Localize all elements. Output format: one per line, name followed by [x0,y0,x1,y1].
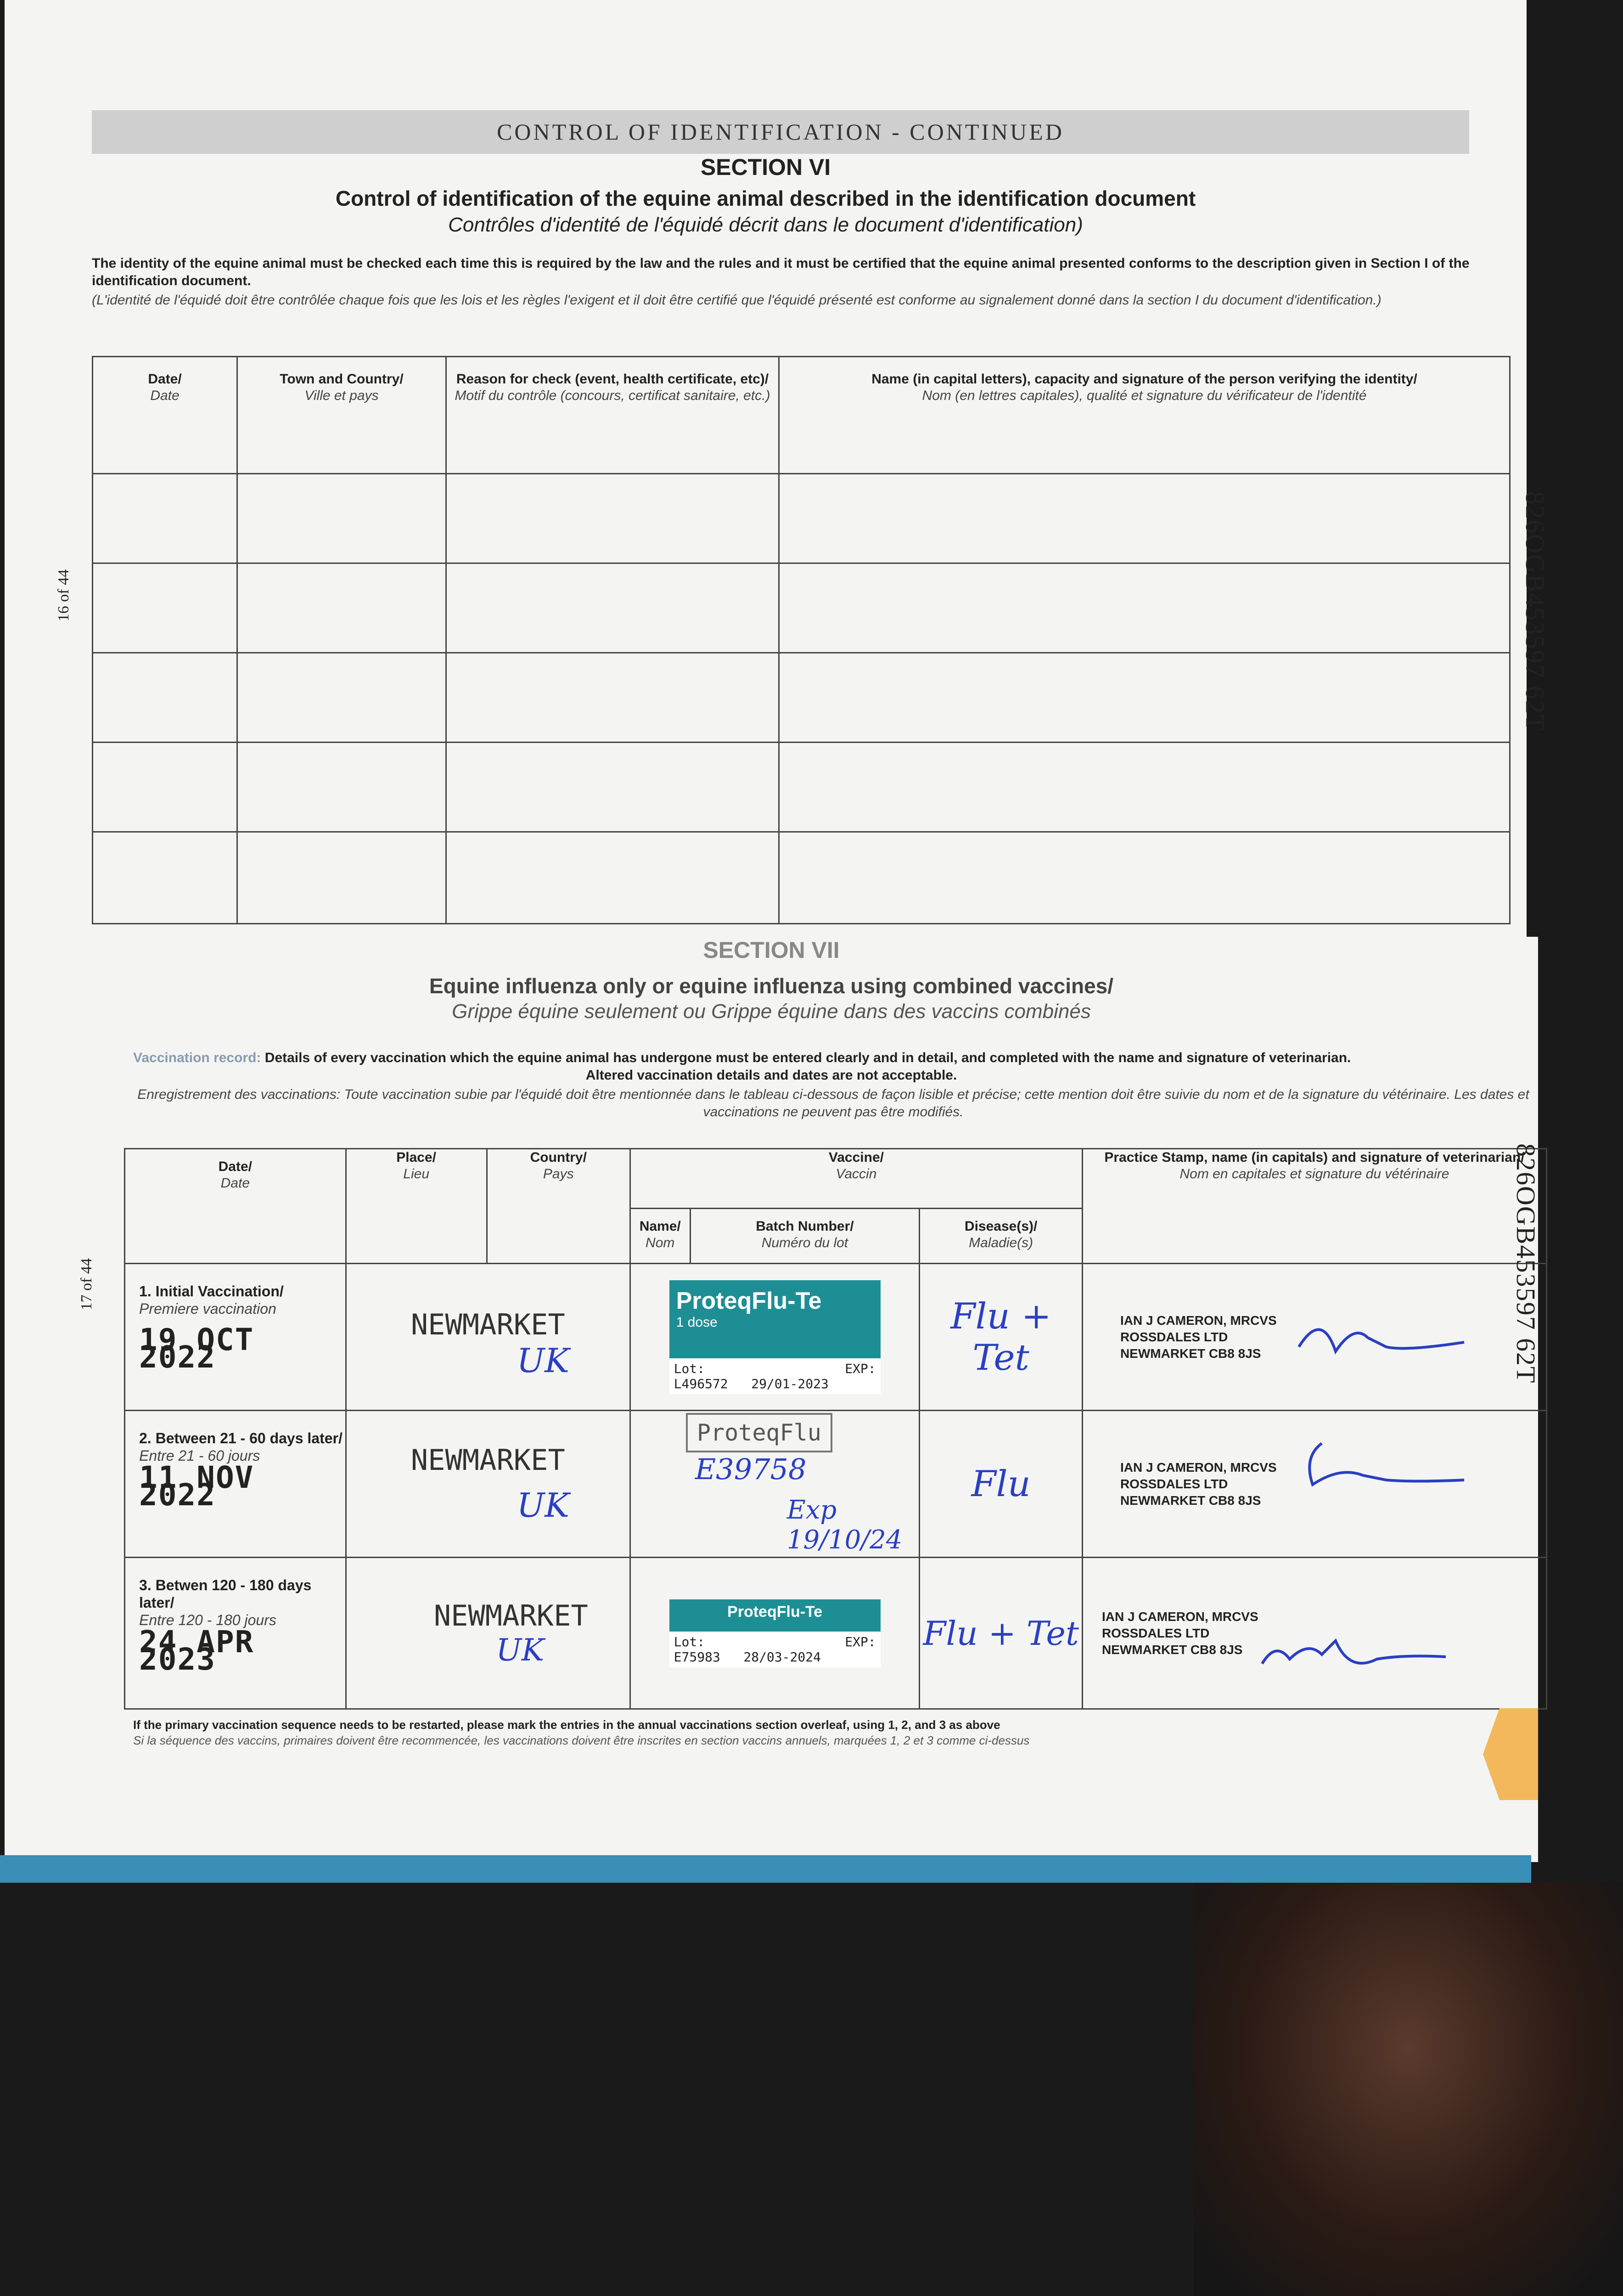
place-cell [346,1264,630,1411]
col-vaccine: Vaccine/ Vaccin [630,1149,1082,1209]
vet-signature [1294,1439,1469,1498]
vaccination-intro [133,1049,1538,1067]
section-vii-heading-fr: Grippe équine seulement ou Grippe équine dans des vaccins combinés [452,1000,1091,1023]
record-note: Altered vaccination details and dates are not acceptable. [585,1068,957,1083]
vaccination-row-1 [125,1264,1547,1411]
table-row [93,474,1510,563]
place-stamp: NEWMARKET [410,1443,565,1477]
country-handwritten: UK [496,1632,545,1668]
page-number-16: 16 of 44 [55,569,72,622]
passport-cover-edge [0,1855,1531,1883]
page-16 [5,0,1550,937]
practice-stamp: IAN J CAMERON, MRCVS ROSSDALES LTD NEWMARKET CB8 8JS [1120,1313,1277,1361]
vaccine-brand: ProteqFlu-Te [727,1603,823,1621]
lot-label: Lot: [674,1361,705,1376]
footnote-fr: Si la séquence des vaccins, primaires doivent être recommencée, les vaccinations doivent être inscrites en section vaccins annuels, marquées 1, 2 et 3 comme ci-dessus [133,1733,1030,1747]
section-vi-title: SECTION VI [700,154,831,180]
vet-signature [1294,1306,1469,1365]
practice-stamp: IAN J CAMERON, MRCVS ROSSDALES LTD NEWMARKET CB8 8JS [1101,1609,1258,1657]
batch-number: E75983 [674,1649,720,1665]
background-shadow [1194,1883,1623,2296]
vaccine-label-cell [630,1558,919,1709]
col-country: Country/ Pays [487,1149,630,1264]
vaccine-stamp: ProteqFlu [686,1413,832,1452]
vaccination-row-3 [125,1558,1547,1709]
vaccine-brand: ProteqFlu-Te [676,1287,822,1314]
country-handwritten: UK [517,1486,570,1525]
country-handwritten: UK [517,1341,570,1380]
vaccine-label-cell [630,1264,919,1411]
vaccination-table [124,1148,1547,1710]
page-number-17: 17 of 44 [78,1258,95,1311]
record-intro-fr: Enregistrement des vaccinations: Toute vaccination subie par l'équidé doit être mentionnée dans le tableau ci-dessous de façon lisible et précise; cette mention doit être suivie du nom et de la signature du vétérinaire. Les dates et vaccinations ne peuvent pas être modifiés. [137,1087,1529,1120]
table-row [93,653,1510,743]
expiry-date: 29/01-2023 [751,1376,829,1391]
disease-handwritten: Flu + Tet [920,1264,1083,1411]
section-vi-intro-fr: (L'identité de l'équidé doit être contrôlée chaque fois que les lois et les règles l'exigent et il doit être certifié que l'équidé présenté est conforme au signalement donné dans la section I du document d'identification.) [92,293,1382,308]
date-stamp: 19 OCT 2022 [139,1322,254,1375]
exp-label: EXP: [845,1634,876,1649]
practice-stamp: IAN J CAMERON, MRCVS ROSSDALES LTD NEWMARKET CB8 8JS [1120,1460,1277,1508]
table-row [93,832,1510,924]
col-town-country: Town and Country/ Ville et pays [237,357,446,474]
document-id: 826OGB453597 62T [1520,491,1550,732]
table-row [93,563,1510,653]
row-label: 3. Betwen 120 - 180 days later/ Entre 120 - 180 jours 24 APR 2023 [125,1558,346,1709]
vaccine-dose: 1 dose [676,1314,718,1330]
col-practice: Practice Stamp, name (in capitals) and signature of veterinarian/ Nom en capitales et signature du vétérinaire [1082,1149,1546,1264]
col-date: Date/ Date [125,1149,346,1264]
record-intro: Details of every vaccination which the equine animal has undergone must be entered clearly and in detail, and completed with the name and signature of veterinarian. [264,1050,1351,1065]
identity-check-table [92,356,1511,924]
place-cell [346,1411,630,1558]
lot-label: Lot: [674,1634,705,1649]
vaccination-row-2 [125,1411,1547,1558]
col-reason: Reason for check (event, health certificate, etc)/ Motif du contrôle (concours, certificat sanitaire, etc.) [446,357,779,474]
batch-handwritten: E39758 [695,1452,807,1486]
table-row [93,743,1510,832]
expiry-date: 28/03-2024 [743,1649,821,1665]
row-label: 1. Initial Vaccination/ Premiere vaccination 19 OCT 2022 [125,1264,346,1411]
date-stamp: 24 APR 2023 [139,1624,254,1677]
batch-number: L496572 [674,1376,728,1391]
vaccine-sticker [669,1599,881,1632]
col-vaccine-name: Name/ Nom [630,1209,690,1264]
page-17 [5,937,1541,1862]
section-vii-heading: Equine influenza only or equine influenza using combined vaccines/ [429,974,1114,998]
disease-handwritten: Flu [920,1411,1083,1558]
date-stamp: 11 NOV 2022 [139,1460,254,1513]
section-vi-intro: The identity of the equine animal must be checked each time this is required by the law and the rules and it must be certified that the equine animal presented conforms to the description given in Section I of the identification document. [92,256,1470,288]
vaccine-sticker [669,1280,881,1358]
vaccine-cell [630,1411,919,1558]
row-label: 2. Between 21 - 60 days later/ Entre 21 - 60 jours 11 NOV 2022 [125,1411,346,1558]
section-vi-heading-fr: Contrôles d'identité de l'équidé décrit dans le document d'identification) [448,214,1083,236]
col-date: Date/ Date [93,357,237,474]
vet-signature [1258,1613,1450,1682]
col-place: Place/ Lieu [346,1149,487,1264]
place-stamp: NEWMARKET [433,1598,588,1632]
disease-handwritten: Flu + Tet [920,1558,1083,1709]
section-vi-heading: Control of identification of the equine animal described in the identification document [335,186,1196,210]
place-cell [346,1558,630,1709]
place-stamp: NEWMARKET [410,1308,565,1341]
practice-cell [1082,1558,1546,1709]
col-batch-number: Batch Number/ Numéro du lot [690,1209,920,1264]
page-banner: CONTROL OF IDENTIFICATION - CONTINUED [92,110,1469,154]
record-label: Vaccination record: [133,1050,261,1065]
expiry-handwritten: Exp 19/10/24 [786,1495,903,1555]
practice-cell [1082,1264,1546,1411]
footnote: If the primary vaccination sequence needs to be restarted, please mark the entries in the annual vaccinations section overleaf, using 1, 2, and 3 as above [133,1718,1000,1732]
practice-cell [1082,1411,1546,1558]
exp-label: EXP: [845,1361,876,1376]
document-id: 826OGB453597 62T [1511,1143,1541,1384]
col-verifier: Name (in capital letters), capacity and signature of the person verifying the identity/ Nom (en lettres capitales), qualité et signature du vérificateur de l'identité [779,357,1510,474]
col-diseases: Disease(s)/ Maladie(s) [920,1209,1083,1264]
section-vii-title: SECTION VII [703,937,840,963]
